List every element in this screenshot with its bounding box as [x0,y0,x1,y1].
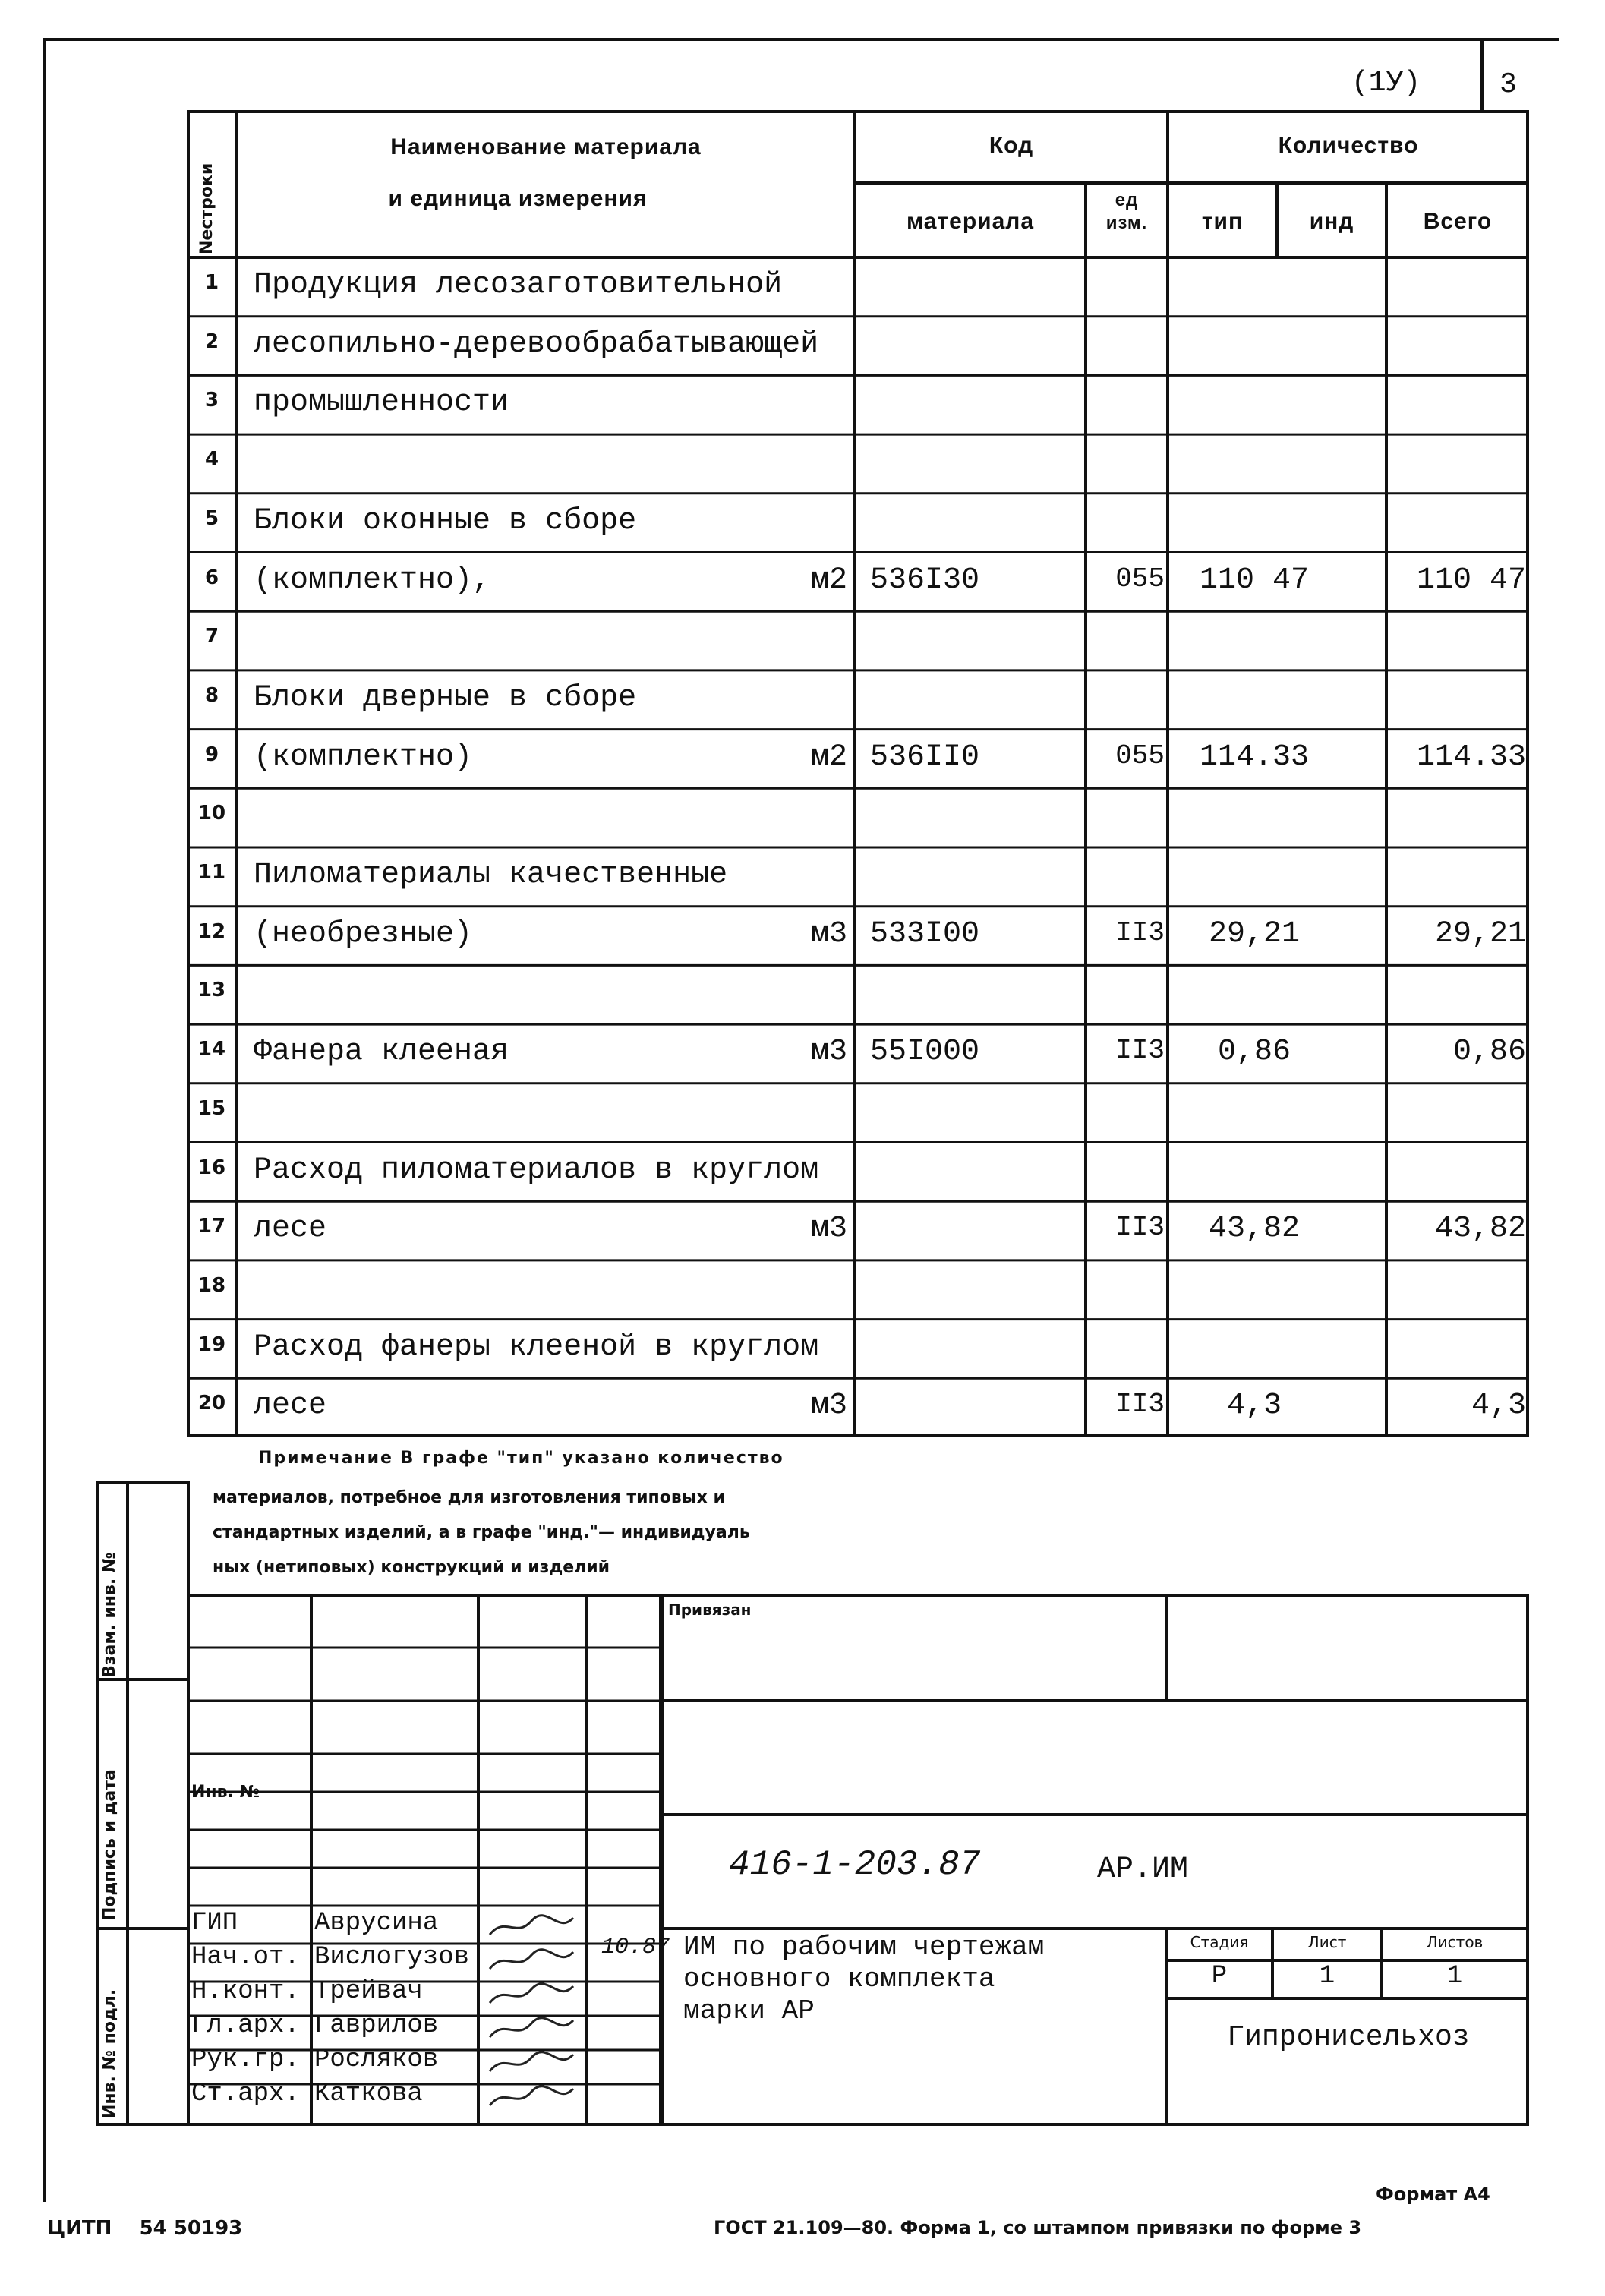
material-code: 55I000 [870,1035,980,1070]
table-row [187,1143,1529,1202]
signature-mark [486,1980,577,2007]
quantity-total: 4,3 [1471,1389,1526,1424]
footer-left: ЦИТП 54 50193 [47,2217,243,2240]
row-number: 20 [197,1392,226,1415]
sheet-label: Лист [1307,1933,1347,1951]
row-number: 9 [204,743,219,766]
material-name: Расход фанеры клееной в круглом [254,1329,819,1364]
signer-name: Аврусина [314,1909,439,1938]
sheet-code: (1У) [1351,67,1421,99]
note-line-2: материалов, потребное для изготовления типовых и [213,1488,725,1507]
quantity-total: 110 47 [1416,563,1526,598]
row-number: 14 [197,1038,226,1061]
material-name: промышленности [254,386,509,421]
row-number: 18 [197,1273,226,1297]
row-number: 10 [197,802,226,825]
signer-name: Росляков [314,2045,439,2074]
material-unit: м2 [810,740,847,774]
material-name: Фанера клееная [254,1035,509,1070]
note-line-3: стандартных изделий, а в графе "инд."— индивидуаль [213,1523,750,1542]
table-row [187,317,1529,376]
signer-name: Вислогузов [314,1943,470,1972]
quantity-total: 0,86 [1452,1035,1526,1070]
row-number: 13 [197,979,226,1002]
header-quantity: Количество [1278,133,1419,158]
sheet-number: 3 [1499,68,1517,101]
side-label-podpis: Подпись и дата [100,1769,119,1921]
signer-role: Рук.гр. [191,2045,300,2074]
signature-mark [486,2014,577,2042]
quantity-type: 43,82 [1208,1212,1301,1247]
table-row [187,847,1529,907]
stage-label: Стадия [1190,1933,1249,1951]
signer-role: ГИП [191,1909,238,1938]
material-name: Блоки оконные в сборе [254,503,637,538]
header-material-code: материала [906,209,1035,234]
quantity-type: 0,86 [1217,1035,1291,1070]
row-number: 2 [204,330,219,353]
material-unit: м3 [810,1212,847,1247]
row-number: 15 [197,1096,226,1120]
side-label-inv: Инв. № подл. [100,1988,119,2118]
row-number: 11 [197,861,226,884]
row-number: 1 [204,271,219,294]
table-row [187,907,1529,966]
signature-mark [486,1912,577,1939]
table-row [187,1378,1529,1437]
unit-code: II3 [1115,1212,1165,1244]
table-row [187,965,1529,1024]
sheet-number-divider [1480,38,1484,110]
table-row [187,670,1529,730]
header-total: Всего [1423,209,1493,234]
material-unit: м3 [810,916,847,951]
sheets-label: Листов [1426,1933,1484,1951]
row-number: 19 [197,1332,226,1356]
material-unit: м3 [810,1035,847,1070]
row-number: 17 [197,1215,226,1238]
table-row [187,1260,1529,1320]
material-name: (комплектно) [254,740,473,774]
header-unit: ед изм. [1105,190,1148,233]
material-code: 536I30 [870,563,980,598]
header-code: Код [989,133,1034,158]
signer-role: Гл.арх. [191,2011,300,2040]
table-row [187,257,1529,317]
table-row [187,1201,1529,1260]
format-label: Формат А4 [1376,2184,1490,2205]
material-name: Блоки дверные в сборе [254,680,637,715]
privyazan-label: Привязан [668,1601,752,1619]
note-line-1: Примечание В графе "тип" указано количество [258,1449,784,1468]
table-row [187,553,1529,612]
header-name-line1: Наименование материала [390,134,702,159]
header-type: тип [1201,209,1244,234]
material-unit: м3 [810,1389,847,1424]
row-number: 7 [204,625,219,648]
material-name: (необрезные) [254,916,473,951]
document-mark: АР.ИМ [1097,1853,1189,1887]
unit-code: II3 [1115,1389,1165,1421]
inv-no-label: Инв. № [191,1783,260,1802]
table-row [187,375,1529,434]
table-row [187,494,1529,553]
document-code: 416-1-203.87 [729,1845,981,1884]
table-row [187,730,1529,789]
unit-code: 055 [1115,563,1165,594]
row-number: 16 [197,1156,226,1179]
unit-code: 055 [1115,740,1165,771]
table-row [187,1083,1529,1143]
signature-mark [486,1946,577,1973]
footer-right: ГОСТ 21.109—80. Форма 1, со штампом привязки по форме 3 [714,2217,1362,2238]
table-row [187,611,1529,670]
signer-name: Трейвач [314,1977,423,2006]
material-unit: м2 [810,563,847,598]
quantity-type: 114.33 [1199,740,1310,774]
title-line-2: основного комплекта [683,1963,995,1995]
stage-value: Р [1211,1962,1228,1991]
quantity-type: 110 47 [1199,563,1310,598]
sheet-value: 1 [1319,1962,1335,1991]
approval-date: 10.87 [601,1935,670,1960]
row-number: 5 [204,506,219,530]
signature-mark [486,2048,577,2076]
material-name: Расход пиломатериалов в круглом [254,1153,819,1187]
signature-mark [486,2083,577,2110]
title-line-3: марки АР [683,1995,815,2026]
table-row [187,1320,1529,1379]
material-code: 536II0 [870,740,980,774]
signer-role: Н.конт. [191,1977,300,2006]
material-name: (комплектно), [254,563,491,598]
material-name: Пиломатериалы качественные [254,858,728,892]
quantity-total: 43,82 [1434,1212,1526,1247]
table-row [187,1024,1529,1083]
row-number: 8 [204,683,219,707]
row-number: 12 [197,919,226,943]
table-row [187,788,1529,847]
quantity-total: 114.33 [1416,740,1526,774]
side-label-vzam: Взам. инв. № [100,1552,119,1678]
signer-role: Нач.от. [191,1943,300,1972]
signer-name: Гаврилов [314,2011,439,2040]
row-number: 3 [204,389,219,412]
material-name: Продукция лесозаготовительной [254,268,783,302]
material-code: 533I00 [870,916,980,951]
signer-role: Ст.арх. [191,2080,300,2108]
unit-code: II3 [1115,916,1165,948]
material-name: лесе [254,1389,327,1424]
note-line-4: ных (нетиповых) конструкций и изделий [213,1558,610,1577]
materials-table [187,110,1529,1437]
row-number: 4 [204,448,219,472]
unit-code: II3 [1115,1035,1165,1067]
material-name: лесе [254,1212,327,1247]
signer-name: Каткова [314,2080,423,2108]
header-name-line2: и единица измерения [388,186,648,211]
quantity-total: 29,21 [1434,916,1526,951]
quantity-type: 4,3 [1226,1389,1282,1424]
sheets-value: 1 [1446,1962,1463,1991]
quantity-type: 29,21 [1208,916,1301,951]
title-line-1: ИМ по рабочим чертежам [683,1932,1045,1963]
header-row-number-label: Nестроки [197,162,216,254]
header-ind: инд [1309,209,1354,234]
organization-name: Гипронисельхоз [1227,2021,1470,2054]
material-name: лесопильно-деревообрабатывающей [254,326,819,361]
table-row [187,434,1529,494]
row-number: 6 [204,566,219,589]
